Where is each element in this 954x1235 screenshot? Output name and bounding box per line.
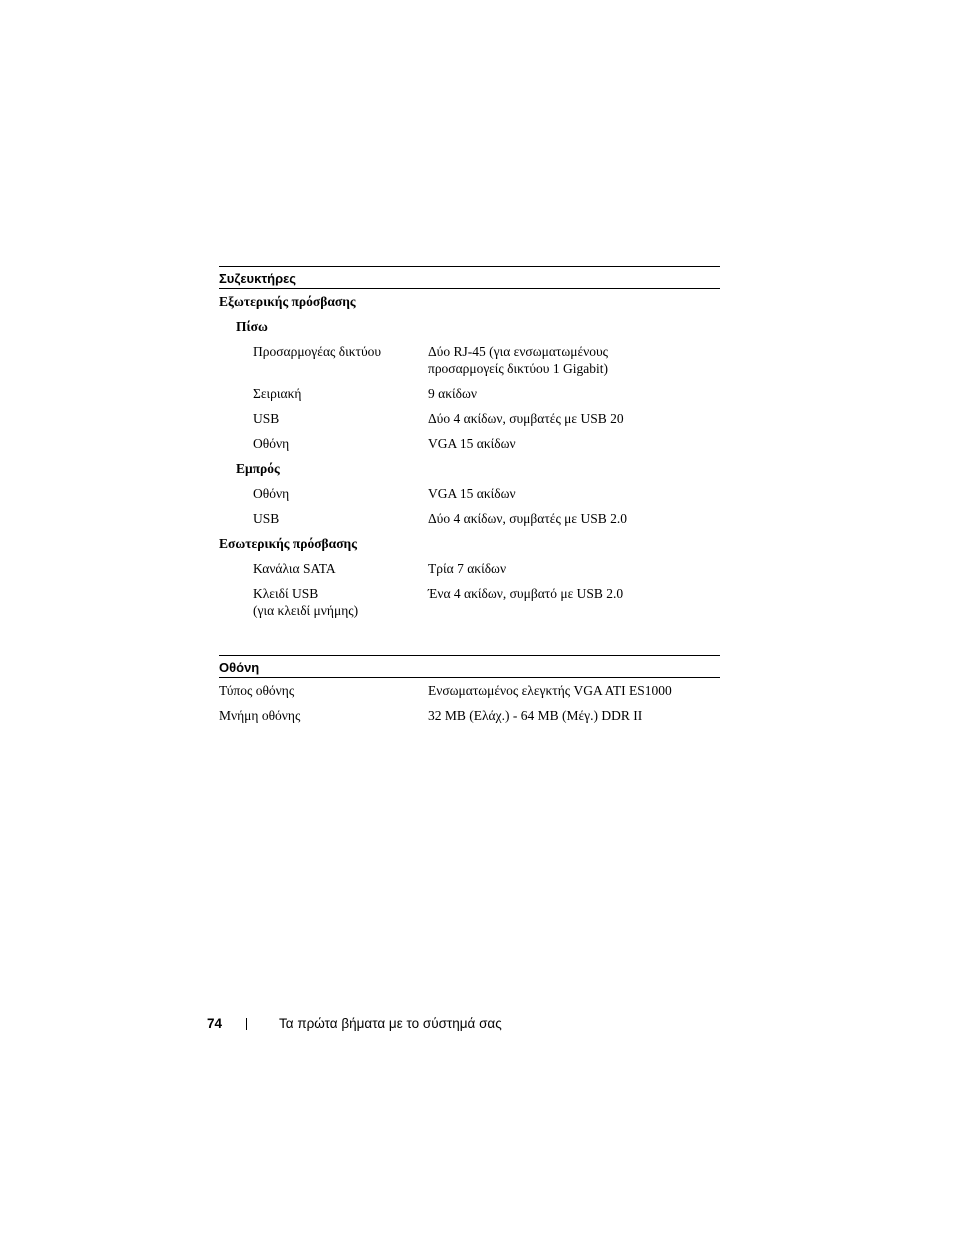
nic-value-line1: Δύο RJ-45 (για ενσωματωμένους [428,344,609,359]
footer-separator [246,1018,247,1030]
sata-label: Κανάλια SATA [253,561,336,576]
nic-row [219,339,720,381]
video-table [219,655,720,728]
nic-value [428,343,720,377]
video-heading: Οθόνη [219,655,720,678]
usb-key-row [219,581,720,623]
front-usb-label: USB [253,511,280,526]
nic-value-line2: προσαρμογείς δικτύου 1 Gigabit) [428,361,608,376]
video-type-row [219,678,720,703]
front-video-label: Οθόνη [253,486,290,501]
usb-key-value: Ένα 4 ακίδων, συμβατό με USB 2.0 [428,586,624,601]
front-label: Εμπρός [236,461,280,476]
connectors-heading: Συζευκτήρες [219,266,720,289]
external-access-row [219,289,720,314]
footer-title: Τα πρώτα βήματα με το σύστημά σας [279,1016,502,1031]
sata-value: Τρία 7 ακίδων [428,561,507,576]
back-label: Πίσω [236,319,268,334]
front-video-value: VGA 15 ακίδων [428,486,516,501]
sata-row [219,556,720,581]
front-usb-value: Δύο 4 ακίδων, συμβατές με USB 2.0 [428,511,627,526]
video-type-label: Τύπος οθόνης [219,683,295,698]
video-memory-label: Μνήμη οθόνης [219,708,301,723]
video-memory-row [219,703,720,728]
external-access-label: Εξωτερικής πρόσβασης [219,294,356,309]
internal-access-label: Εσωτερικής πρόσβασης [219,536,357,551]
back-usb-row [219,406,720,431]
serial-row [219,381,720,406]
usb-key-label [253,585,358,619]
page-number: 74 [207,1016,223,1031]
front-row [219,456,720,481]
serial-label: Σειριακή [253,386,302,401]
back-video-row [219,431,720,456]
back-video-label: Οθόνη [253,436,290,451]
video-memory-value: 32 MB (Ελάχ.) - 64 MB (Μέγ.) DDR II [428,708,643,723]
back-usb-value: Δύο 4 ακίδων, συμβατές με USB 20 [428,411,624,426]
back-usb-label: USB [253,411,280,426]
serial-value: 9 ακίδων [428,386,477,401]
usb-key-label-line2: (για κλειδί μνήμης) [253,603,359,618]
usb-key-label-line1: Κλειδί USB [253,586,319,601]
video-type-value: Ενσωματωμένος ελεγκτής VGA ATI ES1000 [428,683,672,698]
back-video-value: VGA 15 ακίδων [428,436,516,451]
nic-label: Προσαρμογέας δικτύου [253,344,382,359]
front-video-row [219,481,720,506]
front-usb-row [219,506,720,531]
back-row [219,314,720,339]
internal-access-row [219,531,720,556]
connectors-table [219,266,720,623]
